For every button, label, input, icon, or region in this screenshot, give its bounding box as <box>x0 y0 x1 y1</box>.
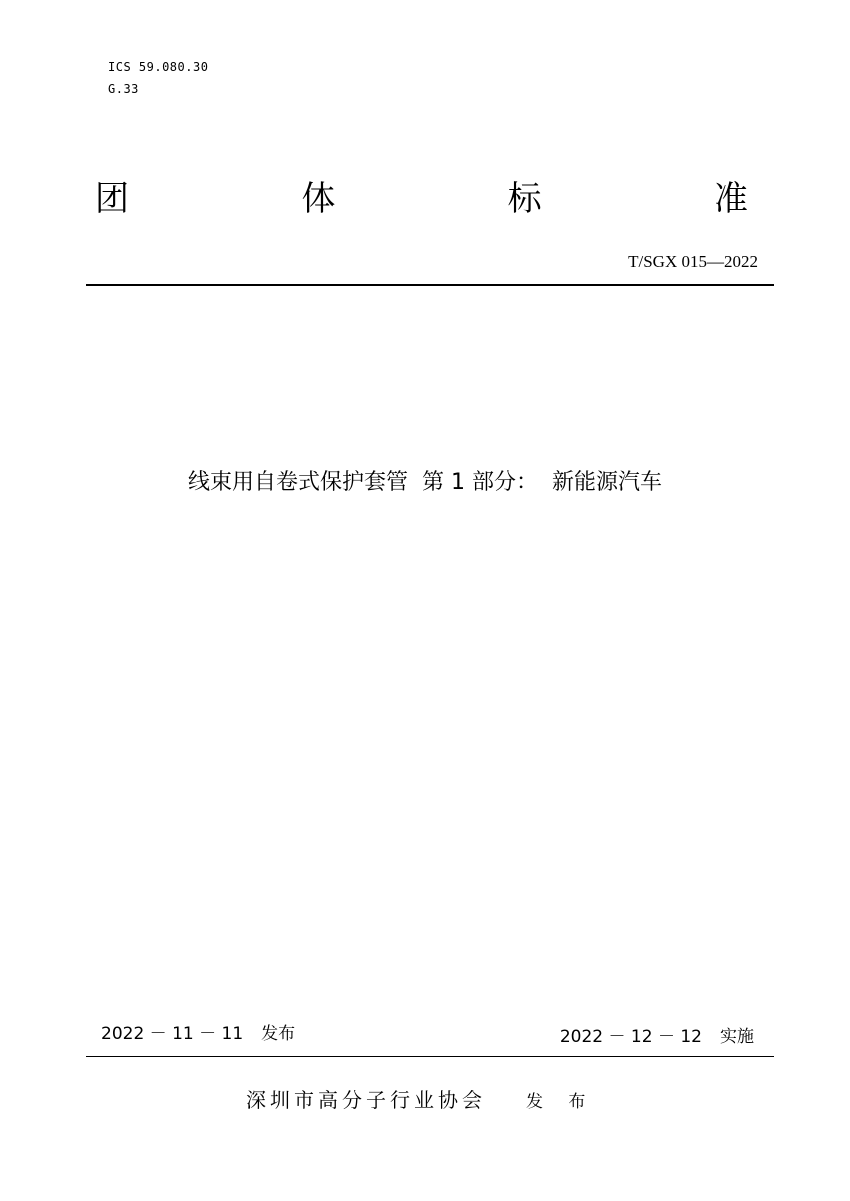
implement-label: 实施 <box>720 1027 754 1047</box>
standard-type-char-4: 准 <box>713 179 748 219</box>
publish-label: 发布 <box>261 1024 296 1044</box>
document-title-main: 线束用自卷式保护套管 <box>187 470 408 495</box>
standard-type-heading <box>95 176 748 222</box>
document-title-part: 第 1 部分： <box>422 470 538 495</box>
ics-code: ICS 59.080.30 <box>108 60 209 74</box>
publisher-name: 深圳市高分子行业协会 <box>246 1088 486 1112</box>
publish-date: 2022 － 11 － 11 <box>101 1024 244 1044</box>
implement-date: 2022 － 12 － 12 <box>559 1027 702 1047</box>
classification-code: G.33 <box>108 82 139 96</box>
standard-type-char-2: 体 <box>301 179 336 219</box>
publisher-line <box>246 1086 595 1116</box>
publish-date-line <box>101 1022 295 1046</box>
standard-number: T/SGX 015—2022 <box>628 252 758 271</box>
footer-divider <box>86 1056 774 1057</box>
document-title-subtitle: 新能源汽车 <box>551 470 662 495</box>
document-title <box>0 466 850 500</box>
standard-type-char-3: 标 <box>507 179 542 219</box>
publisher-label: 发 布 <box>526 1092 596 1112</box>
implement-date-line <box>560 1025 754 1049</box>
standard-type-char-1: 团 <box>95 179 129 219</box>
header-divider <box>86 284 774 286</box>
